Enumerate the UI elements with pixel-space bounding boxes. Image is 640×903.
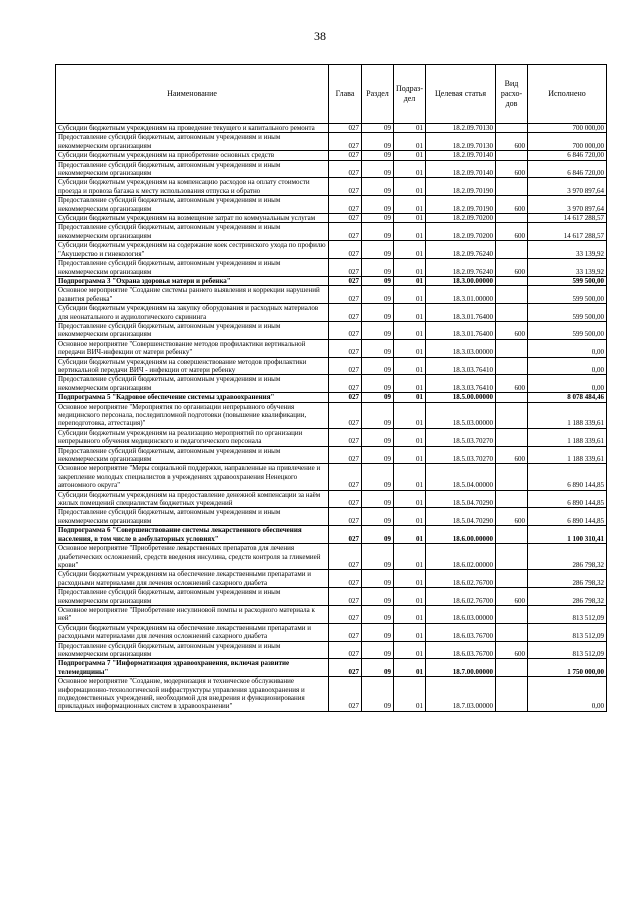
row-podrazdel: 01 xyxy=(394,508,426,526)
row-target: 18.2.09.70190 xyxy=(426,196,496,214)
row-vid xyxy=(496,544,528,570)
row-razdel: 09 xyxy=(362,570,394,588)
row-podrazdel: 01 xyxy=(394,160,426,178)
table-row xyxy=(56,570,607,588)
row-glava: 027 xyxy=(329,276,362,285)
row-name: Предоставление субсидий бюджетным, автономным учреждениям и иным некоммерческим организациям xyxy=(56,321,329,339)
row-razdel: 09 xyxy=(362,490,394,508)
row-target: 18.2.09.70130 xyxy=(426,133,496,151)
row-glava: 027 xyxy=(329,339,362,357)
row-vid xyxy=(496,605,528,623)
row-glava: 027 xyxy=(329,605,362,623)
row-amount: 0,00 xyxy=(528,339,607,357)
row-glava: 027 xyxy=(329,623,362,641)
row-razdel: 09 xyxy=(362,393,394,402)
table-row xyxy=(56,178,607,196)
row-podrazdel: 01 xyxy=(394,241,426,259)
row-vid xyxy=(496,428,528,446)
row-vid xyxy=(496,677,528,712)
row-name: Основное мероприятие "Создание, модернизация и техническое обслуживание информационно-технологической инфраструктуры управления здравоохранения и подведомственных учреждений, необходимой для внедрения и функционирования прикладных информационных систем в здравоохранении" xyxy=(56,677,329,712)
row-name: Предоставление субсидий бюджетным, автономным учреждениям и иным некоммерческим организациям xyxy=(56,588,329,606)
row-name: Основное мероприятие "Мероприятия по организации непрерывного обучения медицинского персонала, последипломной подготовки (повышение квалификации, переподготовка, аттестация)" xyxy=(56,402,329,428)
row-amount: 813 512,09 xyxy=(528,605,607,623)
row-glava: 027 xyxy=(329,544,362,570)
table-row xyxy=(56,446,607,464)
row-vid xyxy=(496,178,528,196)
row-name: Предоставление субсидий бюджетным, автономным учреждениям и иным некоммерческим организациям xyxy=(56,508,329,526)
row-razdel: 09 xyxy=(362,464,394,490)
row-razdel: 09 xyxy=(362,623,394,641)
header-target: Целевая статья xyxy=(426,65,496,124)
table-header-row xyxy=(56,65,607,124)
table-row xyxy=(56,276,607,285)
row-razdel: 09 xyxy=(362,178,394,196)
row-razdel: 09 xyxy=(362,214,394,223)
row-podrazdel: 01 xyxy=(394,659,426,677)
row-amount: 6 890 144,85 xyxy=(528,508,607,526)
row-vid: 600 xyxy=(496,588,528,606)
row-glava: 027 xyxy=(329,259,362,277)
row-glava: 027 xyxy=(329,357,362,375)
row-target: 18.6.03.76700 xyxy=(426,623,496,641)
row-glava: 027 xyxy=(329,428,362,446)
row-podrazdel: 01 xyxy=(394,588,426,606)
row-vid: 600 xyxy=(496,641,528,659)
row-glava: 027 xyxy=(329,490,362,508)
row-target: 18.3.03.00000 xyxy=(426,339,496,357)
row-vid xyxy=(496,402,528,428)
row-target: 18.5.04.00000 xyxy=(426,464,496,490)
row-target: 18.6.00.00000 xyxy=(426,526,496,544)
table-row xyxy=(56,196,607,214)
row-amount: 286 798,32 xyxy=(528,570,607,588)
row-podrazdel: 01 xyxy=(394,428,426,446)
row-glava: 027 xyxy=(329,659,362,677)
row-podrazdel: 01 xyxy=(394,151,426,160)
row-glava: 027 xyxy=(329,508,362,526)
row-target: 18.5.03.00000 xyxy=(426,402,496,428)
row-podrazdel: 01 xyxy=(394,490,426,508)
row-vid: 600 xyxy=(496,133,528,151)
row-podrazdel: 01 xyxy=(394,304,426,322)
row-target: 18.5.03.70270 xyxy=(426,446,496,464)
row-target: 18.2.09.70200 xyxy=(426,214,496,223)
row-podrazdel: 01 xyxy=(394,223,426,241)
row-target: 18.2.09.70130 xyxy=(426,124,496,133)
table-row xyxy=(56,151,607,160)
row-razdel: 09 xyxy=(362,508,394,526)
row-glava: 027 xyxy=(329,375,362,393)
table-row xyxy=(56,677,607,712)
row-target: 18.6.03.76700 xyxy=(426,641,496,659)
row-target: 18.2.09.70200 xyxy=(426,223,496,241)
row-amount: 700 000,00 xyxy=(528,133,607,151)
table-row xyxy=(56,490,607,508)
header-ispolneno: Исполнено xyxy=(528,65,607,124)
table-row xyxy=(56,339,607,357)
table-row xyxy=(56,428,607,446)
row-vid xyxy=(496,570,528,588)
row-name: Основное мероприятие "Создание системы раннего выявления и коррекции нарушений развития ребенка" xyxy=(56,286,329,304)
row-target: 18.6.02.76700 xyxy=(426,588,496,606)
row-amount: 6 846 720,00 xyxy=(528,151,607,160)
row-amount: 0,00 xyxy=(528,375,607,393)
table-row xyxy=(56,623,607,641)
row-glava: 027 xyxy=(329,286,362,304)
table-row xyxy=(56,393,607,402)
row-target: 18.3.03.76410 xyxy=(426,357,496,375)
row-name: Подпрограмма 7 "Информатизация здравоохранения, включая развитие телемедицины" xyxy=(56,659,329,677)
row-name: Предоставление субсидий бюджетным, автономным учреждениям и иным некоммерческим организациям xyxy=(56,133,329,151)
row-podrazdel: 01 xyxy=(394,623,426,641)
row-name: Основное мероприятие "Приобретение инсулиновой помпы и расходного материала к ней" xyxy=(56,605,329,623)
table-row xyxy=(56,605,607,623)
row-glava: 027 xyxy=(329,133,362,151)
row-amount: 33 139,92 xyxy=(528,259,607,277)
row-razdel: 09 xyxy=(362,196,394,214)
row-podrazdel: 01 xyxy=(394,570,426,588)
row-amount: 1 188 339,61 xyxy=(528,402,607,428)
row-amount: 286 798,32 xyxy=(528,544,607,570)
row-amount: 6 890 144,85 xyxy=(528,464,607,490)
row-glava: 027 xyxy=(329,196,362,214)
row-glava: 027 xyxy=(329,321,362,339)
row-amount: 599 500,00 xyxy=(528,321,607,339)
row-razdel: 09 xyxy=(362,151,394,160)
row-podrazdel: 01 xyxy=(394,321,426,339)
row-name: Субсидии бюджетным учреждениям на обеспечение лекарственными препаратами и расходными материалами для лечения осложнений сахарного диабета xyxy=(56,570,329,588)
row-name: Предоставление субсидий бюджетным, автономным учреждениям и иным некоммерческим организациям xyxy=(56,160,329,178)
row-target: 18.5.03.70270 xyxy=(426,428,496,446)
row-vid xyxy=(496,304,528,322)
page-number: 38 xyxy=(314,29,326,43)
table-row xyxy=(56,357,607,375)
header-name: Наименование xyxy=(56,65,329,124)
row-podrazdel: 01 xyxy=(394,124,426,133)
row-target: 18.3.01.76400 xyxy=(426,321,496,339)
row-amount: 286 798,32 xyxy=(528,588,607,606)
row-amount: 0,00 xyxy=(528,677,607,712)
row-vid xyxy=(496,276,528,285)
row-podrazdel: 01 xyxy=(394,286,426,304)
row-vid xyxy=(496,659,528,677)
row-amount: 599 500,00 xyxy=(528,276,607,285)
row-glava: 027 xyxy=(329,570,362,588)
header-podrazdel: Подраз-дел xyxy=(394,65,426,124)
row-razdel: 09 xyxy=(362,321,394,339)
row-glava: 027 xyxy=(329,393,362,402)
row-podrazdel: 01 xyxy=(394,641,426,659)
row-target: 18.6.02.00000 xyxy=(426,544,496,570)
table-row xyxy=(56,375,607,393)
row-razdel: 09 xyxy=(362,133,394,151)
table-row xyxy=(56,259,607,277)
row-target: 18.7.00.00000 xyxy=(426,659,496,677)
row-glava: 027 xyxy=(329,588,362,606)
row-razdel: 09 xyxy=(362,446,394,464)
row-amount: 14 617 288,57 xyxy=(528,223,607,241)
header-razdel: Раздел xyxy=(362,65,394,124)
row-target: 18.6.03.00000 xyxy=(426,605,496,623)
row-glava: 027 xyxy=(329,526,362,544)
row-glava: 027 xyxy=(329,446,362,464)
row-glava: 027 xyxy=(329,124,362,133)
row-podrazdel: 01 xyxy=(394,259,426,277)
row-vid: 600 xyxy=(496,446,528,464)
row-razdel: 09 xyxy=(362,428,394,446)
row-vid xyxy=(496,526,528,544)
table-row xyxy=(56,508,607,526)
row-razdel: 09 xyxy=(362,339,394,357)
row-vid: 600 xyxy=(496,160,528,178)
row-amount: 6 846 720,00 xyxy=(528,160,607,178)
row-target: 18.5.04.70290 xyxy=(426,490,496,508)
row-vid xyxy=(496,151,528,160)
row-vid xyxy=(496,241,528,259)
row-glava: 027 xyxy=(329,464,362,490)
row-razdel: 09 xyxy=(362,659,394,677)
row-podrazdel: 01 xyxy=(394,544,426,570)
header-vid: Вид расхо-дов xyxy=(496,65,528,124)
row-podrazdel: 01 xyxy=(394,526,426,544)
row-name: Предоставление субсидий бюджетным, автономным учреждениям и иным некоммерческим организациям xyxy=(56,446,329,464)
row-amount: 599 500,00 xyxy=(528,286,607,304)
row-name: Субсидии бюджетным учреждениям на совершенствование методов профилактики вертикальной передачи ВИЧ - инфекции от матери ребенку xyxy=(56,357,329,375)
row-razdel: 09 xyxy=(362,544,394,570)
row-glava: 027 xyxy=(329,677,362,712)
row-podrazdel: 01 xyxy=(394,402,426,428)
row-razdel: 09 xyxy=(362,286,394,304)
row-amount: 813 512,09 xyxy=(528,623,607,641)
table-row xyxy=(56,588,607,606)
table-row xyxy=(56,659,607,677)
row-razdel: 09 xyxy=(362,223,394,241)
row-amount: 1 750 000,00 xyxy=(528,659,607,677)
row-amount: 3 970 897,64 xyxy=(528,196,607,214)
row-podrazdel: 01 xyxy=(394,133,426,151)
row-vid xyxy=(496,490,528,508)
row-amount: 1 188 339,61 xyxy=(528,428,607,446)
row-target: 18.3.01.76400 xyxy=(426,304,496,322)
row-vid xyxy=(496,393,528,402)
row-razdel: 09 xyxy=(362,357,394,375)
row-vid: 600 xyxy=(496,508,528,526)
row-glava: 027 xyxy=(329,178,362,196)
row-target: 18.6.02.76700 xyxy=(426,570,496,588)
row-razdel: 09 xyxy=(362,526,394,544)
row-razdel: 09 xyxy=(362,241,394,259)
row-podrazdel: 01 xyxy=(394,196,426,214)
table-row xyxy=(56,544,607,570)
row-target: 18.5.04.70290 xyxy=(426,508,496,526)
row-podrazdel: 01 xyxy=(394,464,426,490)
row-name: Предоставление субсидий бюджетным, автономным учреждениям и иным некоммерческим организациям xyxy=(56,375,329,393)
row-razdel: 09 xyxy=(362,588,394,606)
row-amount: 6 890 144,85 xyxy=(528,490,607,508)
row-name: Субсидии бюджетным учреждениям на реализацию мероприятий по организации непрерывного обучения медицинского и педагогического персонала xyxy=(56,428,329,446)
row-razdel: 09 xyxy=(362,641,394,659)
row-name: Субсидии бюджетным учреждениям на предоставление денежной компенсации за наём жилых помещений специалистам бюджетных учреждений xyxy=(56,490,329,508)
row-vid xyxy=(496,623,528,641)
row-razdel: 09 xyxy=(362,677,394,712)
row-razdel: 09 xyxy=(362,160,394,178)
table-row xyxy=(56,124,607,133)
row-podrazdel: 01 xyxy=(394,214,426,223)
row-glava: 027 xyxy=(329,151,362,160)
row-glava: 027 xyxy=(329,241,362,259)
row-name: Субсидии бюджетным учреждениям на обеспечение лекарственными препаратами и расходными материалами для лечения осложнений сахарного диабета xyxy=(56,623,329,641)
row-target: 18.2.09.70190 xyxy=(426,178,496,196)
row-vid xyxy=(496,464,528,490)
row-name: Предоставление субсидий бюджетным, автономным учреждениям и иным некоммерческим организациям xyxy=(56,196,329,214)
row-amount: 813 512,09 xyxy=(528,641,607,659)
row-amount: 700 000,00 xyxy=(528,124,607,133)
row-podrazdel: 01 xyxy=(394,677,426,712)
row-podrazdel: 01 xyxy=(394,357,426,375)
row-amount: 8 078 484,46 xyxy=(528,393,607,402)
row-razdel: 09 xyxy=(362,276,394,285)
table-row xyxy=(56,464,607,490)
row-target: 18.3.01.00000 xyxy=(426,286,496,304)
row-name: Субсидии бюджетным учреждениям на проведение текущего и капитального ремонта xyxy=(56,124,329,133)
row-vid xyxy=(496,339,528,357)
row-vid xyxy=(496,286,528,304)
row-razdel: 09 xyxy=(362,124,394,133)
row-target: 18.2.09.70140 xyxy=(426,151,496,160)
table-row xyxy=(56,241,607,259)
row-amount: 1 100 310,41 xyxy=(528,526,607,544)
row-podrazdel: 01 xyxy=(394,375,426,393)
table-row xyxy=(56,223,607,241)
row-name: Подпрограмма 3 "Охрана здоровья матери и ребенка" xyxy=(56,276,329,285)
row-podrazdel: 01 xyxy=(394,178,426,196)
table-row xyxy=(56,286,607,304)
row-name: Субсидии бюджетным учреждениям на содержание коек сестринского ухода по профилю "Акушерство и гинекология" xyxy=(56,241,329,259)
row-target: 18.3.00.00000 xyxy=(426,276,496,285)
row-vid xyxy=(496,214,528,223)
row-amount: 1 188 339,61 xyxy=(528,446,607,464)
row-amount: 599 500,00 xyxy=(528,304,607,322)
table-row xyxy=(56,160,607,178)
row-glava: 027 xyxy=(329,402,362,428)
row-amount: 3 970 897,64 xyxy=(528,178,607,196)
row-target: 18.5.00.00000 xyxy=(426,393,496,402)
row-vid: 600 xyxy=(496,259,528,277)
row-razdel: 09 xyxy=(362,259,394,277)
row-vid: 600 xyxy=(496,196,528,214)
row-razdel: 09 xyxy=(362,304,394,322)
row-name: Основное мероприятие "Меры социальной поддержки, направленные на привлечение и закрепление молодых специалистов в учреждениях здравоохранения Ненецкого автономного округа" xyxy=(56,464,329,490)
row-razdel: 09 xyxy=(362,605,394,623)
row-podrazdel: 01 xyxy=(394,446,426,464)
row-vid: 600 xyxy=(496,223,528,241)
row-name: Субсидии бюджетным учреждениям на возмещение затрат по коммунальным услугам xyxy=(56,214,329,223)
row-glava: 027 xyxy=(329,304,362,322)
row-vid: 600 xyxy=(496,321,528,339)
row-glava: 027 xyxy=(329,160,362,178)
table-row xyxy=(56,304,607,322)
row-podrazdel: 01 xyxy=(394,339,426,357)
row-razdel: 09 xyxy=(362,402,394,428)
row-glava: 027 xyxy=(329,641,362,659)
row-amount: 33 139,92 xyxy=(528,241,607,259)
row-name: Субсидии бюджетным учреждениям на компенсацию расходов на оплату стоимости проезда и провоза багажа к месту использования отпуска и обратно xyxy=(56,178,329,196)
row-vid xyxy=(496,357,528,375)
row-podrazdel: 01 xyxy=(394,605,426,623)
row-name: Субсидии бюджетным учреждениям на приобретение основных средств xyxy=(56,151,329,160)
row-razdel: 09 xyxy=(362,375,394,393)
row-target: 18.2.09.70140 xyxy=(426,160,496,178)
row-target: 18.7.03.00000 xyxy=(426,677,496,712)
row-amount: 0,00 xyxy=(528,357,607,375)
table-row xyxy=(56,214,607,223)
header-glava: Глава xyxy=(329,65,362,124)
row-glava: 027 xyxy=(329,223,362,241)
row-name: Предоставление субсидий бюджетным, автономным учреждениям и иным некоммерческим организациям xyxy=(56,259,329,277)
row-name: Основное мероприятие "Приобретение лекарственных препаратов для лечения диабетических осложнений, средств введения инсулина, средств контроля за гликемией крови" xyxy=(56,544,329,570)
table-row xyxy=(56,526,607,544)
row-podrazdel: 01 xyxy=(394,393,426,402)
row-podrazdel: 01 xyxy=(394,276,426,285)
table-row xyxy=(56,641,607,659)
row-name: Подпрограмма 5 "Кадровое обеспечение системы здравоохранения" xyxy=(56,393,329,402)
row-glava: 027 xyxy=(329,214,362,223)
row-name: Предоставление субсидий бюджетным, автономным учреждениям и иным некоммерческим организациям xyxy=(56,223,329,241)
row-target: 18.2.09.76240 xyxy=(426,259,496,277)
table-row xyxy=(56,321,607,339)
row-amount: 14 617 288,57 xyxy=(528,214,607,223)
row-vid: 600 xyxy=(496,375,528,393)
row-name: Подпрограмма 6 "Совершенствование системы лекарственного обеспечения населения, в том числе в амбулаторных условиях" xyxy=(56,526,329,544)
row-vid xyxy=(496,124,528,133)
row-name: Основное мероприятие "Совершенствование методов профилактики вертикальной передачи ВИЧ-инфекции от матери ребенку" xyxy=(56,339,329,357)
row-name: Предоставление субсидий бюджетным, автономным учреждениям и иным некоммерческим организациям xyxy=(56,641,329,659)
row-target: 18.2.09.76240 xyxy=(426,241,496,259)
row-target: 18.3.03.76410 xyxy=(426,375,496,393)
budget-table xyxy=(55,64,607,712)
table-row xyxy=(56,402,607,428)
table-row xyxy=(56,133,607,151)
row-name: Субсидии бюджетным учреждениям на закупку оборудования и расходных материалов для неонатального и аудиологического скрининга xyxy=(56,304,329,322)
